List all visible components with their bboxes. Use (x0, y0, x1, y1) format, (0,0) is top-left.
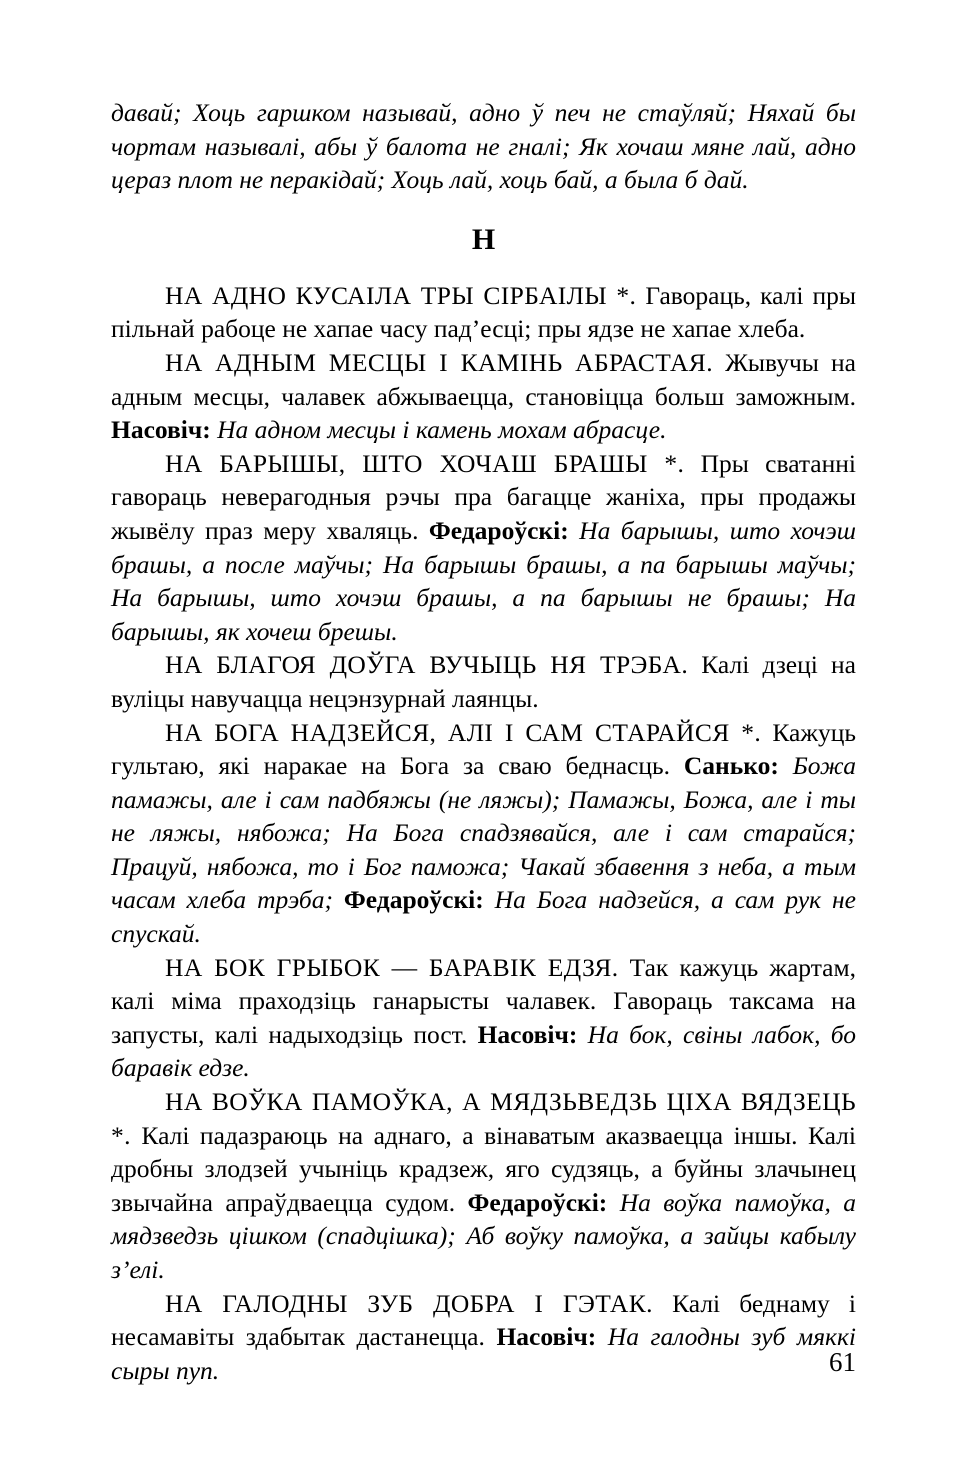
dictionary-entry (111, 951, 856, 1085)
source-name: Федароўскі: (467, 1187, 608, 1217)
page-text-body (111, 96, 856, 1387)
source-citation: На воўка памоўка, а мядзведзь цішком (спадцішка); Аб воўку памоўка, а зайцы кабылу з’елі. (111, 1187, 856, 1284)
dictionary-entry (111, 1287, 856, 1388)
source-citation: На адном месцы і камень мохам абрасце. (210, 415, 667, 445)
source-citation: Божа памажы, але і сам падбяжы (не ляжы); Памажы, Божа, але і ты не ляжы, нябожа; На Бога спадзявайся, але і сам старайся; Працуй, нябожа, то і Бог паможа; Чакай збавення з неба, а тым часам хлеба трэба; (111, 751, 856, 915)
dictionary-entry (111, 1085, 856, 1287)
section-letter-heading: Н (471, 222, 496, 256)
entry-gloss: Калі беднаму і несамавіты здабытак дастанецца. (111, 1288, 856, 1352)
spacer-before-section-letter (111, 197, 856, 223)
entry-gloss: Жывучы на адным месцы, чалавек абжываецца, становіцца больш заможным. (111, 347, 856, 411)
continuation-citation: давай; Хоць гаршком называй, адно ў печ не стаўляй; Няхай бы чортам называлі, абы ў балота не гналі; Як хочаш мяне лай, адно цераз плот не перакідай; Хоць лай, хоць бай, а была б дай. (111, 98, 856, 195)
entry-headword: НА АДНО КУСАІЛА ТРЫ СІРБАІЛЫ *. (165, 280, 637, 310)
source-citation: На Бога надзейся, а сам рук не спускай. (111, 885, 856, 949)
source-name: Санько: (683, 751, 779, 781)
source-citation: На барышы, што хочэш брашы, а после маўчы; На барышы брашы, а па барышы маўчы; На барышы, што хочэш брашы, а па барышы не брашы; На барышы, як хочеш брешы. (111, 515, 856, 646)
source-name: Насовіч: (477, 1019, 578, 1049)
entry-gloss: Так кажуць жартам, калі міма праходзіць ганарысты чалавек. Гавораць таксама на запусты, калі надыходзіць пост. (111, 952, 857, 1049)
entry-headword: НА АДНЫМ МЕСЦЫ І КАМІНЬ АБРАСТАЯ. (165, 347, 713, 377)
dictionary-entry (111, 447, 856, 649)
dictionary-entry (111, 648, 856, 715)
entry-gloss: Кажуць гультаю, які наракае на Бога за сваю беднасць. (111, 717, 856, 781)
entry-headword: НА БОГА НАДЗЕЙСЯ, АЛІ І САМ СТАРАЙСЯ *. (165, 717, 762, 747)
source-name: Насовіч: (111, 415, 211, 445)
spacer-after-section-letter (111, 257, 856, 279)
entry-gloss: Калі падазраюць на аднаго, а вінаватым аказваецца іншы. Калі дробны злодзей учыніць крадзеж, яго судзяць, а буйны злачынец звычайна апраўдваецца судом. (111, 1120, 856, 1217)
entry-gloss: Пры сватанні гавораць неверагодныя рэчы пра багацце жаніха, пры продажы жывёлу праз меру хваляць. (111, 448, 856, 545)
page-number: 61 (829, 1347, 856, 1377)
source-name: Федароўскі: (343, 885, 484, 915)
entry-headword: НА ГАЛОДНЫ ЗУБ ДОБРА І ГЭТАК. (165, 1288, 653, 1318)
entry-gloss: Гавораць, калі пры пільнай рабоце не хапае часу пад’есці; пры ядзе не хапае хлеба. (111, 280, 856, 344)
entry-headword: НА БАРЫШЫ, ШТО ХОЧАШ БРАШЫ *. (165, 448, 685, 478)
entry-headword: НА БЛАГОЯ ДОЎГА ВУЧЫЦЬ НЯ ТРЭБА. (165, 650, 689, 680)
source-citation: На бок, свіны лабок, бо баравік едзе. (111, 1019, 857, 1083)
entry-headword: НА БОК ГРЫБОК — БАРАВІК ЕДЗЯ. (165, 952, 619, 982)
source-citation: На галодны зуб мяккі сыры пуп. (111, 1322, 856, 1385)
dictionary-entry (111, 346, 856, 447)
entry-headword: НА ВОЎКА ПАМОЎКА, А МЯДЗЬВЕДЗЬ ЦІХА ВЯДЗЕЦЬ *. (111, 1087, 856, 1150)
source-name: Насовіч: (496, 1322, 597, 1352)
source-name: Федароўскі: (428, 515, 569, 545)
dictionary-entry (111, 279, 856, 346)
entry-gloss: Калі дзеці на вуліцы навучацца нецэнзурнай лаянцы. (111, 650, 856, 713)
dictionary-entry (111, 716, 856, 951)
